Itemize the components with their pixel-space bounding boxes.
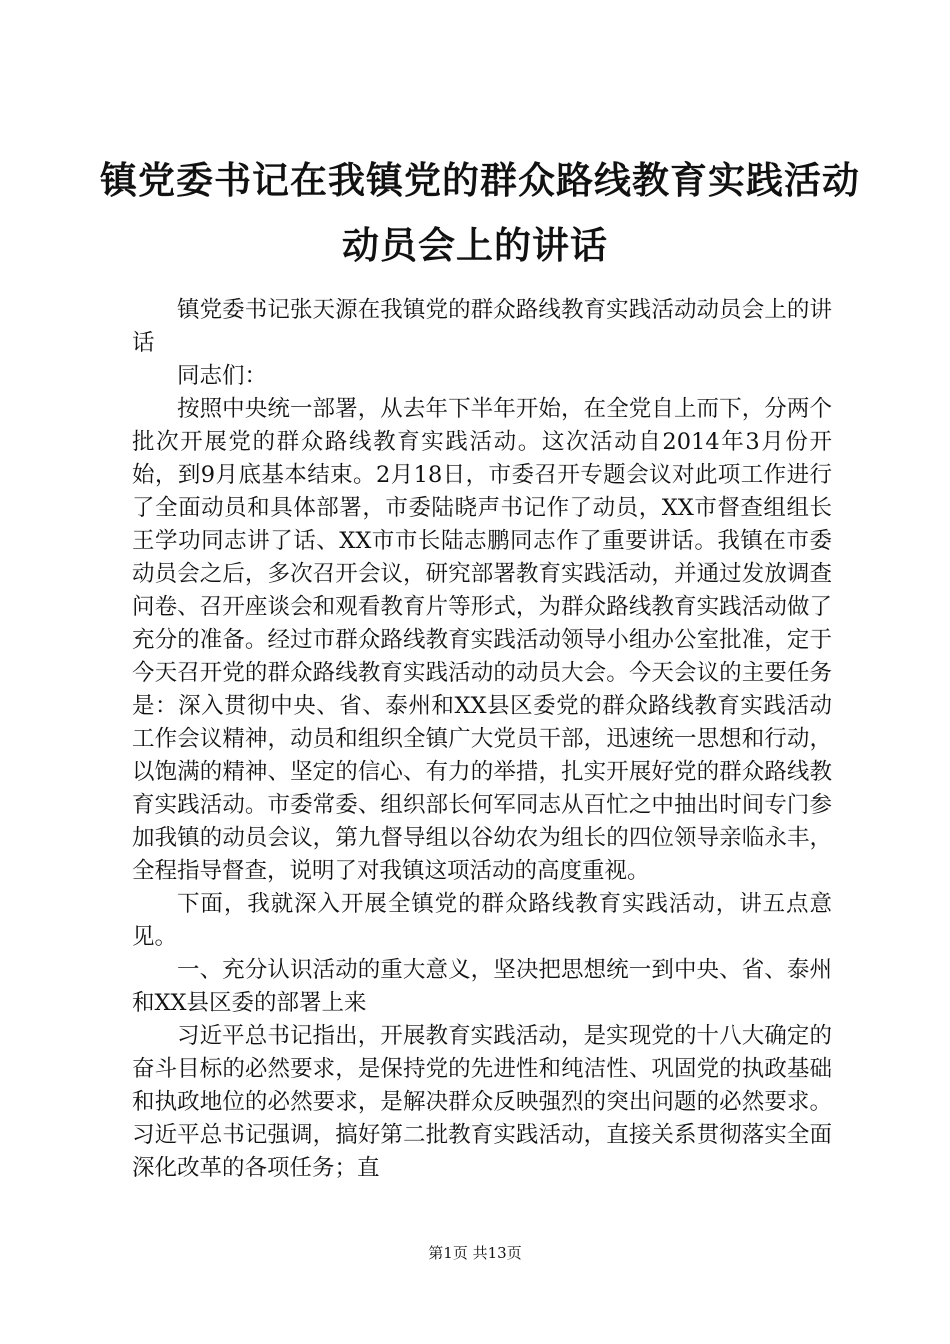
document-title-line-1: 镇党委书记在我镇党的群众路线教育实践活动 (100, 158, 860, 202)
page-number: 第1页 共13页 (428, 1244, 522, 1262)
paragraph: 按照中央统一部署，从去年下半年开始，在全党自上而下，分两个批次开展党的群众路线教育实践活动。这次活动自2014年3月份开始，到9月底基本结束。2月18日，市委召开专题会议对此项工作进行了全面动员和具体部署，市委陆晓声书记作了动员，XX市督查组组长王学功同志讲了话、XX市市长陆志鹏同志作了重要讲话。我镇在市委动员会之后，多次召开会议，研究部署教育实践活动，并通过发放调查问卷、召开座谈会和观看教育片等形式，为群众路线教育实践活动做了充分的准备。经过市群众路线教育实践活动领导小组办公室批准，定于今天召开党的群众路线教育实践活动的动员大会。今天会议的主要任务是：深入贯彻中央、省、泰州和XX县区委党的群众路线教育实践活动工作会议精神，动员和组织全镇广大党员干部，迅速统一思想和行动，以饱满的精神、坚定的信心、有力的举措，扎实开展好党的群众路线教育实践活动。市委常委、组织部长何军同志从百忙之中抽出时间专门参加我镇的动员会议，第九督导组以谷幼农为组长的四位领导亲临永丰，全程指导督查，说明了对我镇这项活动的高度重视。 (132, 396, 832, 884)
paragraph-salutation: 同志们： (177, 363, 268, 389)
document-title-line-2: 动员会上的讲话 (342, 223, 608, 267)
paragraph: 习近平总书记指出，开展教育实践活动，是实现党的十八大确定的奋斗目标的必然要求，是保持党的先进性和纯洁性、巩固党的执政基础和执政地位的必然要求，是解决群众反映强烈的突出问题的必然要求。习近平总书记强调，搞好第二批教育实践活动，直接关系贯彻落实全面深化改革的各项任务；直 (132, 1023, 832, 1181)
section-heading: 一、充分认识活动的重大意义，坚决把思想统一到中央、省、泰州和XX县区委的部署上来 (132, 957, 832, 1016)
paragraph-subtitle: 镇党委书记张天源在我镇党的群众路线教育实践活动动员会上的讲话 (132, 297, 832, 356)
document-body (132, 294, 832, 1185)
paragraph: 下面，我就深入开展全镇党的群众路线教育实践活动，讲五点意见。 (132, 891, 832, 950)
